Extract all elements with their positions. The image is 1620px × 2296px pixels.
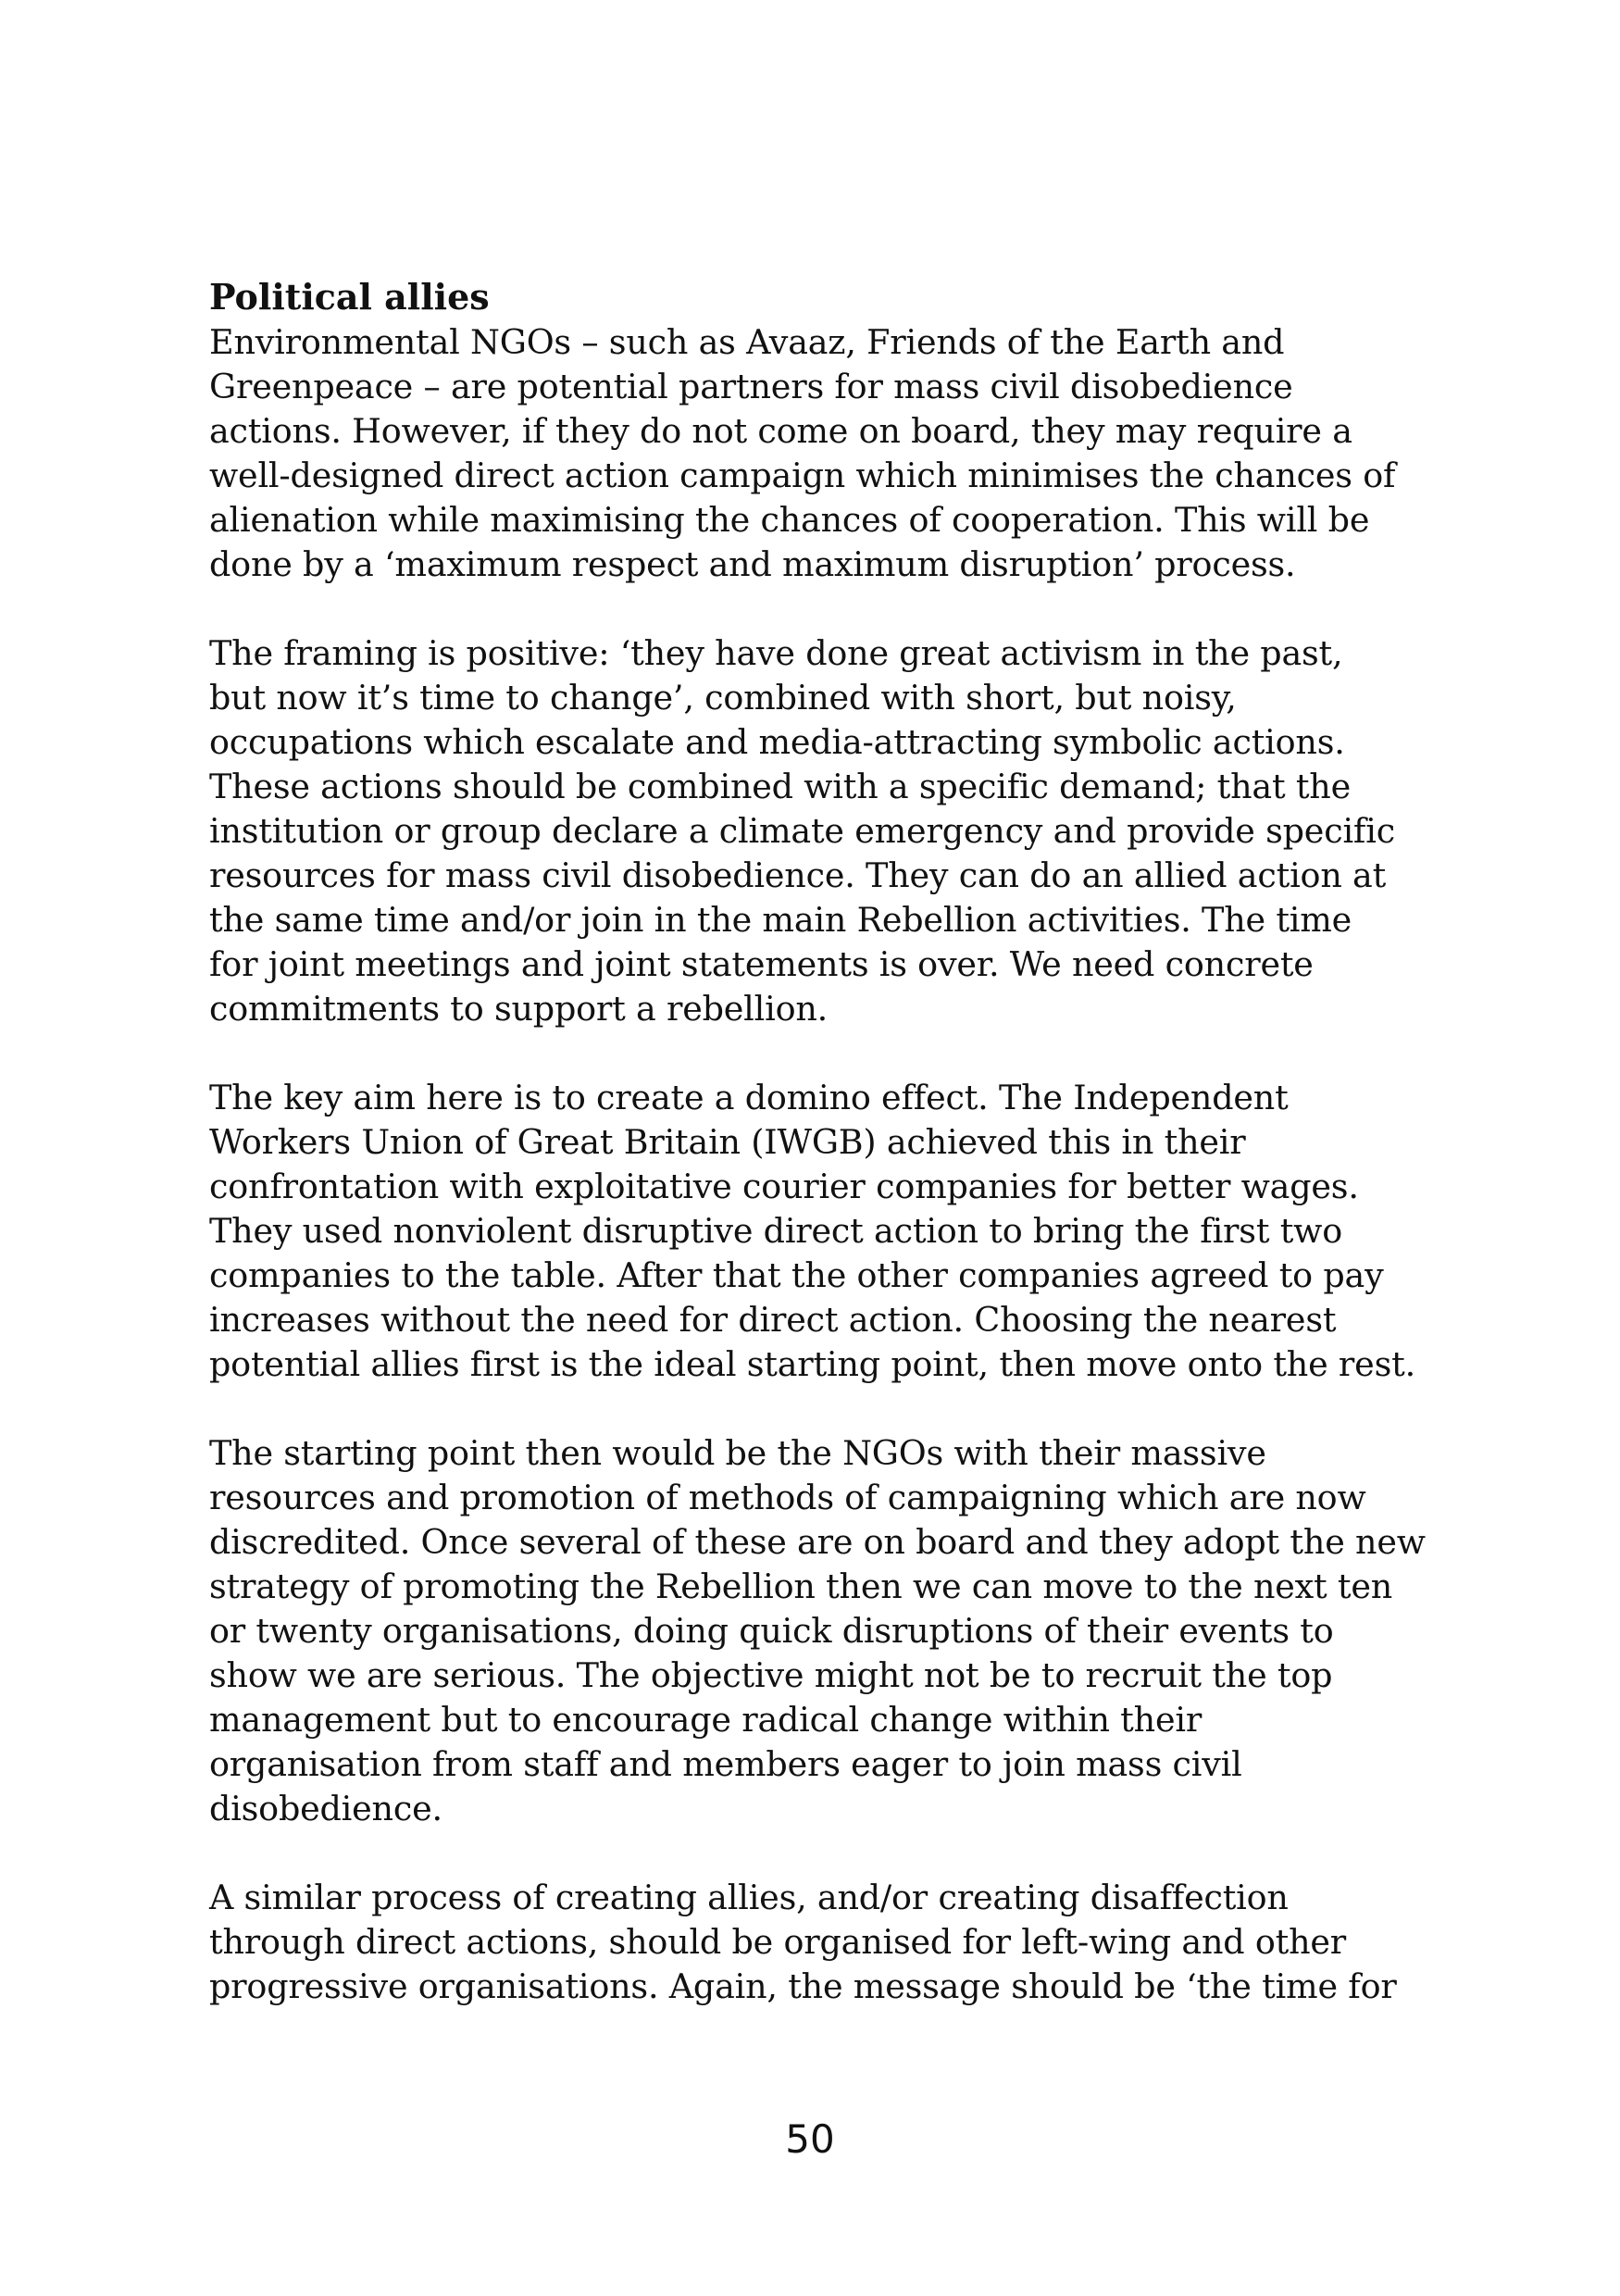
text-line: progressive organisations. Again, the message should be ‘the time for	[209, 1966, 1397, 2006]
text-line: resources for mass civil disobedience. They can do an allied action at	[209, 855, 1387, 895]
text-line: occupations which escalate and media-attracting symbolic actions.	[209, 722, 1345, 762]
text-line: Greenpeace – are potential partners for mass civil disobedience	[209, 367, 1293, 406]
text-line: the same time and/or join in the main Rebellion activities. The time	[209, 900, 1352, 940]
text-line: increases without the need for direct action. Choosing the nearest	[209, 1300, 1337, 1340]
paragraphs	[209, 320, 1431, 2009]
text-line: well-designed direct action campaign which minimises the chances of	[209, 455, 1396, 495]
text-line: commitments to support a rebellion.	[209, 989, 829, 1029]
paragraph	[209, 1431, 1431, 1831]
text-line: The framing is positive: ‘they have done great activism in the past,	[209, 633, 1343, 673]
text-line: management but to encourage radical change within their	[209, 1700, 1203, 1740]
text-line: through direct actions, should be organised for left-wing and other	[209, 1922, 1347, 1962]
text-line: show we are serious. The objective might not be to recruit the top	[209, 1655, 1333, 1695]
text-line: discredited. Once several of these are on board and they adopt the new	[209, 1522, 1426, 1562]
text-line: institution or group declare a climate emergency and provide specific	[209, 811, 1395, 851]
text-line: disobedience.	[209, 1789, 442, 1828]
paragraph	[209, 1076, 1431, 1387]
text-line: organisation from staff and members eager to join mass civil	[209, 1744, 1242, 1784]
text-line: potential allies first is the ideal starting point, then move onto the rest.	[209, 1344, 1415, 1384]
text-line: strategy of promoting the Rebellion then we can move to the next ten	[209, 1566, 1393, 1606]
text-line: companies to the table. After that the other companies agreed to pay	[209, 1255, 1384, 1295]
text-line: Workers Union of Great Britain (IWGB) achieved this in their	[209, 1122, 1246, 1162]
text-line: actions. However, if they do not come on board, they may require a	[209, 411, 1352, 451]
text-line: A similar process of creating allies, and/or creating disaffection	[209, 1878, 1289, 1917]
text-line: alienation while maximising the chances of cooperation. This will be	[209, 500, 1370, 540]
page-body	[209, 274, 1431, 2053]
text-line: done by a ‘maximum respect and maximum disruption’ process.	[209, 544, 1296, 584]
text-line: or twenty organisations, doing quick disruptions of their events to	[209, 1611, 1334, 1651]
paragraph	[209, 1876, 1431, 2009]
paragraph	[209, 320, 1431, 587]
paragraph	[209, 631, 1431, 1031]
text-line: Environmental NGOs – such as Avaaz, Friends of the Earth and	[209, 322, 1285, 362]
text-line: for joint meetings and joint statements is over. We need concrete	[209, 944, 1314, 984]
text-line: These actions should be combined with a specific demand; that the	[209, 767, 1352, 806]
text-line: The key aim here is to create a domino effect. The Independent	[209, 1078, 1289, 1117]
text-line: resources and promotion of methods of campaigning which are now	[209, 1478, 1366, 1517]
text-line: but now it’s time to change’, combined with short, but noisy,	[209, 678, 1237, 718]
text-line: confrontation with exploitative courier companies for better wages.	[209, 1167, 1359, 1206]
section-heading: Political allies	[209, 276, 490, 318]
page-number: 50	[785, 2116, 835, 2162]
text-line: The starting point then would be the NGOs with their massive	[209, 1433, 1266, 1473]
text-line: They used nonviolent disruptive direct action to bring the first two	[209, 1211, 1342, 1251]
